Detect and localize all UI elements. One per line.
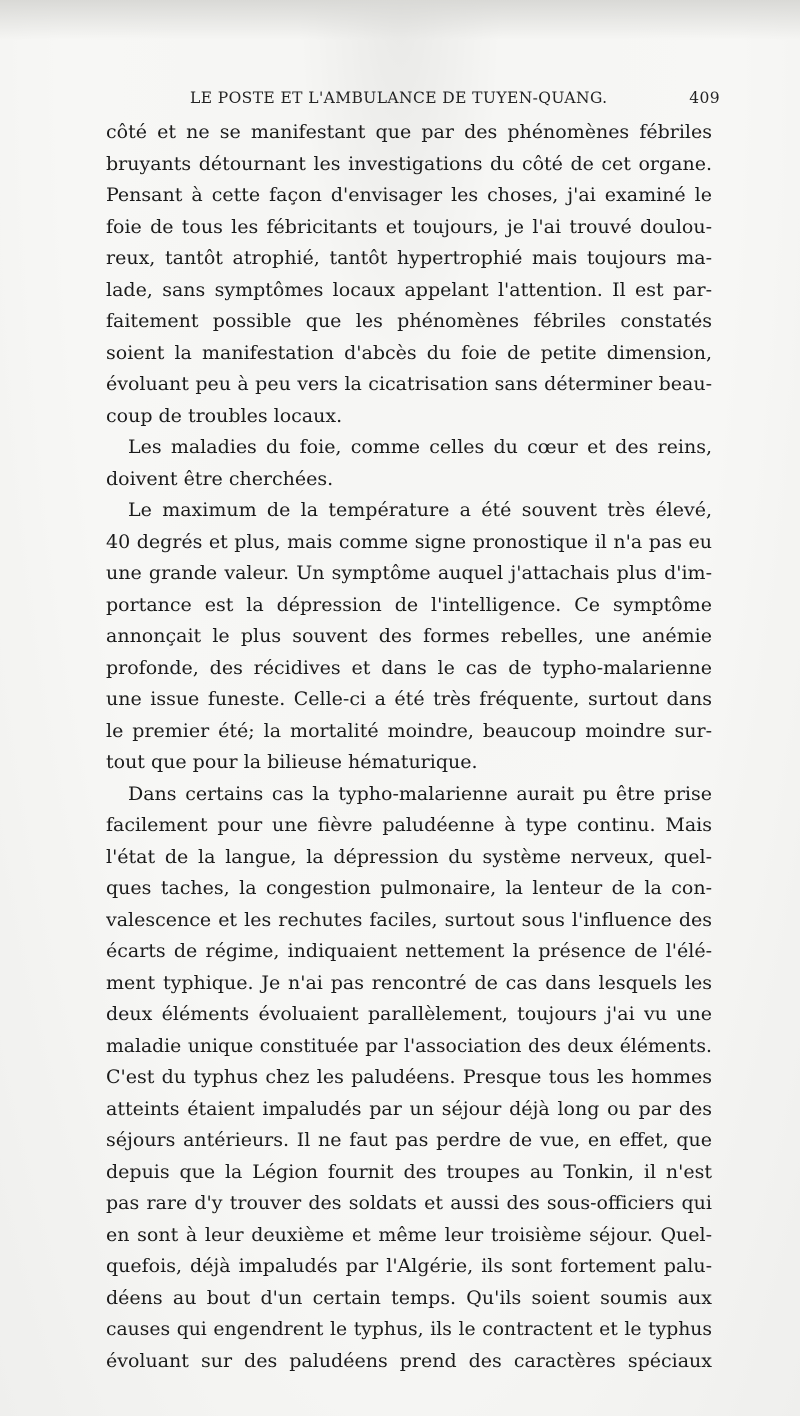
text-line: tout que pour la bilieuse hématurique. <box>106 751 478 773</box>
text-line: évoluant peu à peu vers la cicatrisation sans déterminer beau- <box>106 373 712 395</box>
text-line: maladie unique constituée par l'association des deux éléments. <box>106 1035 712 1057</box>
body-text <box>106 117 712 1377</box>
text-line: Pensant à cette façon d'envisager les choses, j'ai examiné le <box>106 184 712 206</box>
running-head <box>190 89 720 115</box>
text-line: Le maximum de la température a été souvent très élevé, <box>128 499 712 521</box>
text-line: en sont à leur deuxième et même leur troisième séjour. Quel- <box>106 1223 712 1246</box>
text-line: soient la manifestation d'abcès du foie de petite dimension, <box>106 341 712 364</box>
text-line: quefois, déjà impaludés par l'Algérie, ils sont fortement palu- <box>106 1255 712 1277</box>
text-line: le premier été; la mortalité moindre, beaucoup moindre sur- <box>106 719 712 742</box>
text-line: reux, tantôt atrophié, tantôt hypertrophié mais toujours ma- <box>106 247 712 269</box>
scan-shadow <box>0 0 800 40</box>
text-line: une issue funeste. Celle-ci a été très fréquente, surtout dans <box>106 688 712 710</box>
text-line: foie de tous les fébricitants et toujours, je l'ai trouvé doulou- <box>106 215 712 238</box>
text-line: annonçait le plus souvent des formes rebelles, une anémie <box>106 625 712 647</box>
page-number: 409 <box>689 89 720 107</box>
text-line: lade, sans symptômes locaux appelant l'attention. Il est par- <box>106 278 712 301</box>
text-line: 40 degrés et plus, mais comme signe pronostique il n'a pas eu <box>106 530 712 553</box>
running-head-title: LE POSTE ET L'AMBULANCE DE TUYEN-QUANG. <box>190 89 608 107</box>
text-line: côté et ne se manifestant que par des phénomènes fébriles <box>106 121 712 143</box>
text-line: Dans certains cas la typho-malarienne aurait pu être prise <box>128 782 712 805</box>
text-line: ques taches, la congestion pulmonaire, la lenteur de la con- <box>106 877 712 899</box>
text-line: deux éléments évoluaient parallèlement, toujours j'ai vu une <box>106 1003 712 1025</box>
text-line: profonde, des récidives et dans le cas de typho-malarienne <box>106 656 712 679</box>
text-line: déens au bout d'un certain temps. Qu'ils soient soumis aux <box>106 1286 712 1309</box>
text-line: écarts de régime, indiquaient nettement la présence de l'élé- <box>106 940 712 962</box>
text-line: portance est la dépression de l'intelligence. Ce symptôme <box>106 593 712 616</box>
text-line: valescence et les rechutes faciles, surtout sous l'influence des <box>106 908 712 931</box>
text-line: pas rare d'y trouver des soldats et aussi des sous-officiers qui <box>106 1192 712 1214</box>
text-line: ment typhique. Je n'ai pas rencontré de cas dans lesquels les <box>106 971 712 994</box>
text-line: C'est du typhus chez les paludéens. Presque tous les hommes <box>106 1066 712 1088</box>
text-line: causes qui engendrent le typhus, ils le contractent et le typhus <box>106 1319 712 1340</box>
text-line: l'état de la langue, la dépression du système nerveux, quel- <box>106 845 712 868</box>
text-line: évoluant sur des paludéens prend des caractères spéciaux <box>106 1349 712 1372</box>
text-line: depuis que la Légion fournit des troupes au Tonkin, il n'est <box>106 1160 712 1183</box>
text-line: doivent être cherchées. <box>106 467 334 490</box>
text-line: une grande valeur. Un symptôme auquel j'attachais plus d'im- <box>106 562 712 584</box>
text-line: coup de troubles locaux. <box>106 404 343 427</box>
text-line: atteints étaient impaludés par un séjour déjà long ou par des <box>106 1097 712 1120</box>
text-line: Les maladies du foie, comme celles du cœur et des reins, <box>128 436 712 458</box>
text-line: séjours antérieurs. Il ne faut pas perdre de vue, en effet, que <box>106 1129 712 1151</box>
text-line: bruyants détournant les investigations du côté de cet organe. <box>106 152 712 175</box>
text-line: faitement possible que les phénomènes fébriles constatés <box>106 310 712 332</box>
text-line: facilement pour une fièvre paludéenne à type continu. Mais <box>106 814 712 836</box>
